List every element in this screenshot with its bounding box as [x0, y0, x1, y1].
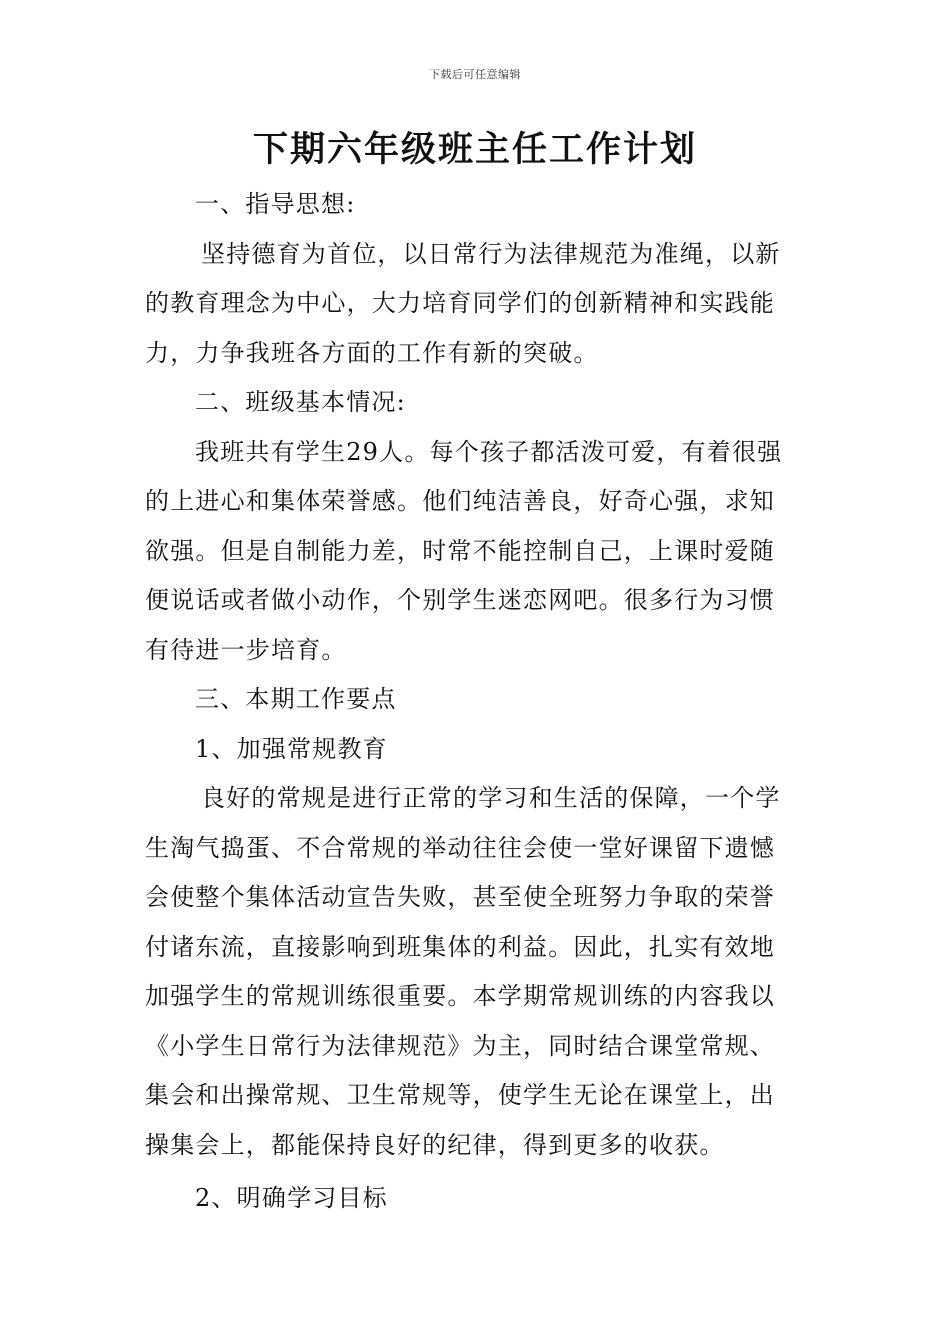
document-title: 下期六年级班主任工作计划	[252, 130, 697, 170]
paragraph-line: 生淘气捣蛋、不合常规的举动往往会使一堂好课留下遗憾	[145, 833, 775, 862]
paragraph-line: 欲强。但是自制能力差，时常不能控制自己，上课时爱随	[145, 536, 775, 565]
paragraph-line: 操集会上，都能保持良好的纪律，得到更多的收获。	[145, 1130, 725, 1159]
paragraph-line: 的上进心和集体荣誉感。他们纯洁善良，好奇心强，求知	[145, 487, 775, 515]
paragraph-line: 有待进一步培育。	[145, 635, 347, 664]
paragraph-line: 集会和出操常规、卫生常规等，使学生无论在课堂上，出	[145, 1081, 775, 1109]
paragraph-line: 会使整个集体活动宣告失败，甚至使全班努力争取的荣誉	[145, 883, 775, 911]
paragraph-line: 便说话或者做小动作，个别学生迷恋网吧。很多行为习惯	[145, 586, 775, 614]
subheading-routine-education: 1、加强常规教育	[195, 734, 388, 763]
paragraph-line: 良好的常规是进行正常的学习和生活的保障，一个学	[201, 784, 781, 812]
paragraph-line: 加强学生的常规训练很重要。本学期常规训练的内容我以	[145, 982, 775, 1010]
paragraph-line: 付诸东流，直接影响到班集体的利益。因此，扎实有效地	[145, 932, 775, 961]
section-heading-work-points: 三、本期工作要点	[195, 685, 397, 713]
section-heading-guiding-thought: 一、指导思想:	[195, 190, 356, 218]
section-heading-class-situation: 二、班级基本情况:	[195, 388, 406, 416]
document-body	[145, 180, 807, 1224]
paragraph-line: 坚持德育为首位，以日常行为法律规范为准绳，以新	[201, 239, 781, 268]
paragraph-line: 力，力争我班各方面的工作有新的突破。	[145, 338, 599, 367]
paragraph-line: 《小学生日常行为法律规范》为主，同时结合课堂常规、	[145, 1031, 775, 1060]
paragraph-line: 我班共有学生29人。每个孩子都活泼可爱，有着很强	[195, 437, 783, 466]
header-note: 下载后可任意编辑	[429, 68, 521, 81]
subheading-learning-goals: 2、明确学习目标	[195, 1184, 388, 1212]
paragraph-line: 的教育理念为中心，大力培育同学们的创新精神和实践能	[145, 289, 775, 317]
